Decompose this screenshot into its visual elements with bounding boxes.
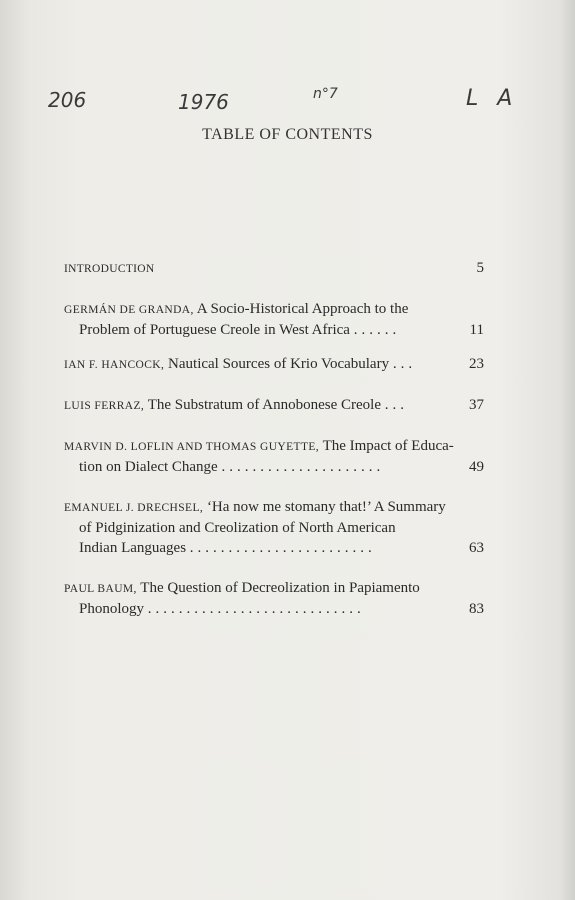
toc-page-number: 5 bbox=[476, 260, 484, 276]
toc-page-number: 23 bbox=[469, 356, 484, 372]
handwritten-initials: L A bbox=[466, 86, 519, 111]
toc-page-number: 63 bbox=[469, 540, 484, 556]
toc-title-continued: Indian Languages bbox=[79, 540, 187, 556]
toc-leader: ...... bbox=[353, 322, 401, 338]
toc-author: IAN F. HANCOCK, bbox=[64, 359, 165, 371]
toc-page-number: 37 bbox=[469, 397, 484, 413]
toc-title-continued: of Pidginization and Creolization of North American bbox=[79, 520, 396, 536]
toc-title: INTRODUCTION bbox=[64, 263, 155, 275]
toc-entry bbox=[64, 436, 484, 477]
toc-author: GERMÁN DE GRANDA, bbox=[64, 304, 194, 316]
toc-author: LUIS FERRAZ, bbox=[64, 400, 145, 412]
toc-author: EMANUEL J. DRECHSEL, bbox=[64, 502, 204, 514]
toc-page-number: 49 bbox=[469, 459, 484, 475]
toc-title: A Socio-Historical Approach to the bbox=[196, 301, 409, 317]
toc-page-number: 11 bbox=[469, 322, 484, 338]
toc-leader: ... bbox=[384, 397, 408, 413]
toc-title: The Question of Decreolization in Papiamento bbox=[140, 580, 420, 596]
toc-leader: ........................ bbox=[189, 540, 376, 556]
toc-entry bbox=[64, 354, 484, 375]
toc-entry bbox=[64, 497, 484, 558]
toc-leader: ..................... bbox=[221, 459, 385, 475]
toc-title: Nautical Sources of Krio Vocabulary bbox=[168, 356, 390, 372]
toc-entry-introduction bbox=[64, 258, 484, 279]
handwritten-number: 206 bbox=[48, 88, 87, 112]
toc-entry bbox=[64, 395, 484, 416]
table-of-contents bbox=[64, 258, 484, 617]
toc-title: The Impact of Educa- bbox=[322, 438, 454, 454]
toc-entry bbox=[64, 578, 484, 619]
handwritten-year: 1976 bbox=[178, 90, 229, 114]
toc-title-continued: tion on Dialect Change bbox=[79, 459, 218, 475]
toc-title: ‘Ha now me stomany that!’ A Summary bbox=[206, 499, 446, 515]
toc-title-continued: Phonology bbox=[79, 601, 145, 617]
toc-author: PAUL BAUM, bbox=[64, 583, 137, 595]
toc-title-continued: Problem of Portuguese Creole in West Africa bbox=[79, 322, 350, 338]
toc-entry bbox=[64, 299, 484, 340]
page-title: TABLE OF CONTENTS bbox=[202, 126, 373, 143]
toc-title: The Substratum of Annobonese Creole bbox=[147, 397, 381, 413]
toc-leader: ............................ bbox=[147, 601, 365, 617]
toc-author: MARVIN D. LOFLIN AND THOMAS GUYETTE, bbox=[64, 441, 320, 453]
handwritten-issue: n°7 bbox=[313, 86, 338, 102]
toc-page-number: 83 bbox=[469, 601, 484, 617]
toc-leader: ... bbox=[392, 356, 417, 372]
